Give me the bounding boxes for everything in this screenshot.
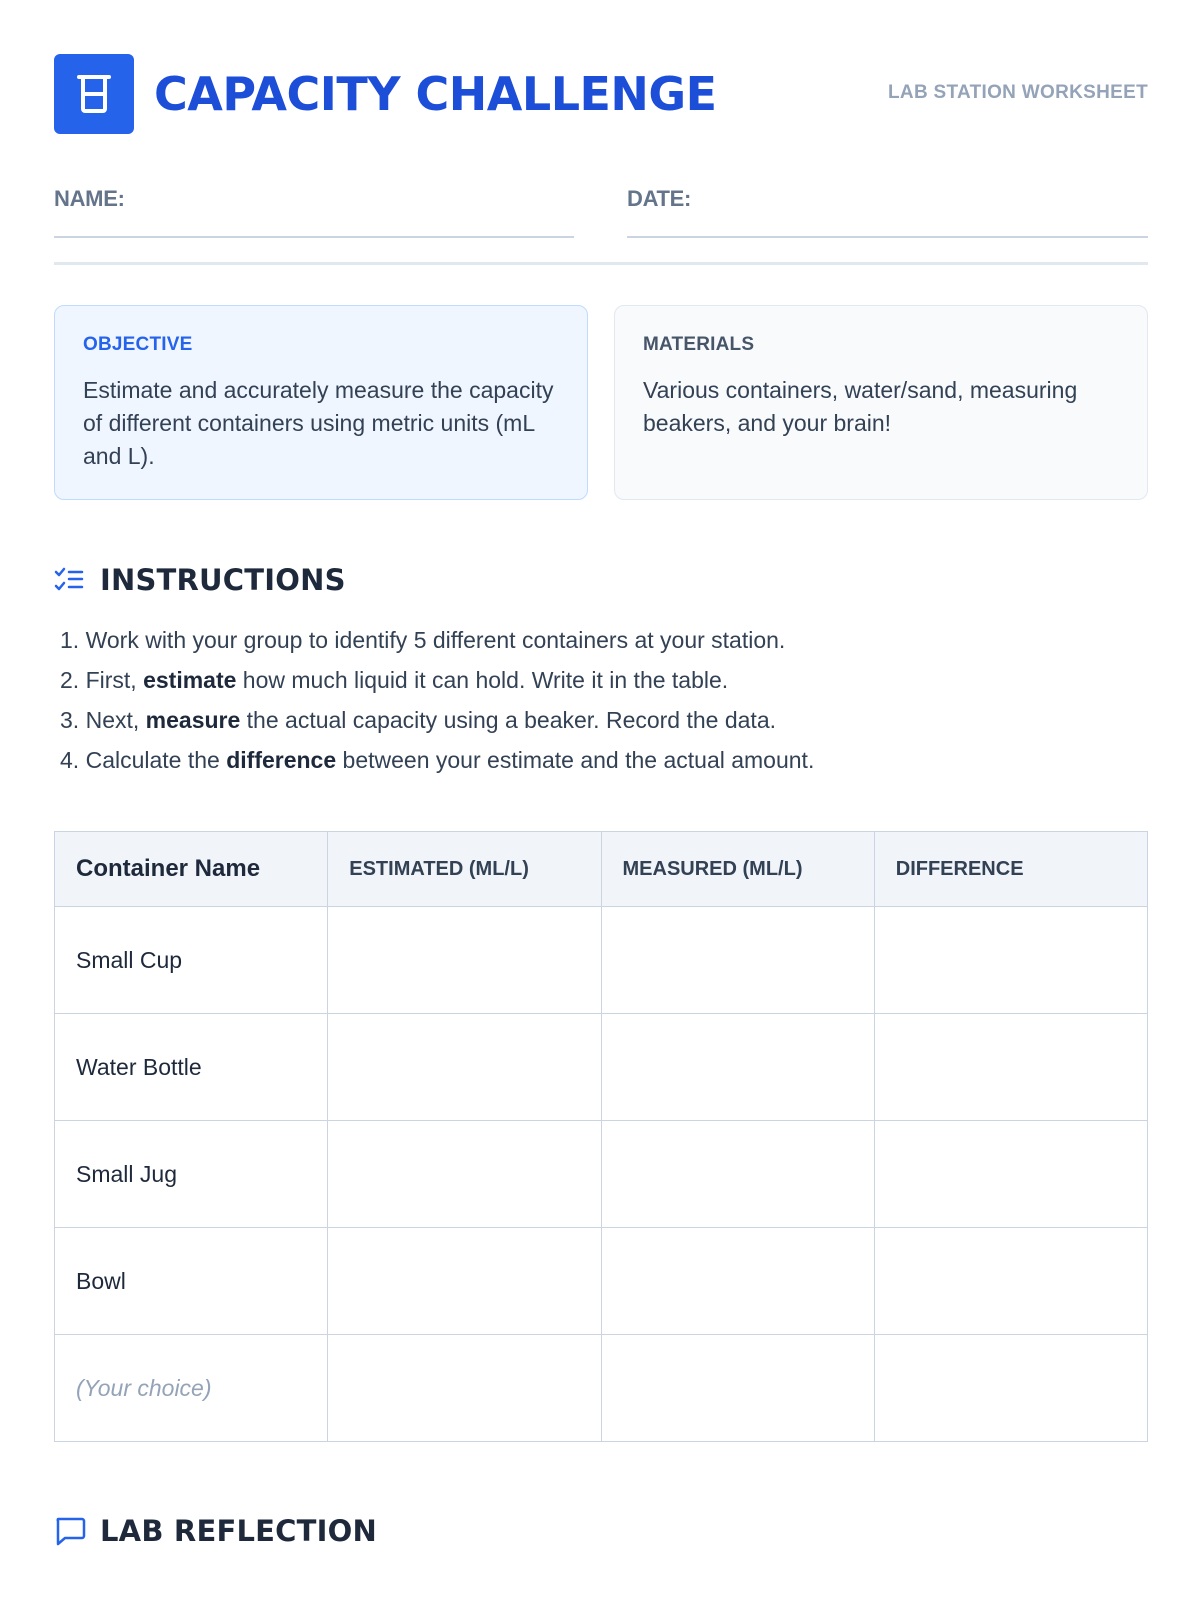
difference-cell[interactable]: [874, 1335, 1147, 1442]
date-label: DATE:: [627, 186, 692, 211]
beaker-icon: [54, 54, 134, 134]
measured-cell[interactable]: [601, 1228, 874, 1335]
data-table: [54, 831, 1148, 1442]
reflection-title: LAB REFLECTION: [100, 1514, 377, 1548]
table-row: [55, 1335, 1148, 1442]
table-row: [55, 907, 1148, 1014]
table-header-row: [55, 832, 1148, 907]
column-header-container-name: Container Name: [55, 832, 328, 907]
estimated-cell[interactable]: [328, 1228, 601, 1335]
estimated-cell[interactable]: [328, 1121, 601, 1228]
measured-cell[interactable]: [601, 1014, 874, 1121]
worksheet-header: [54, 54, 1148, 134]
reflection-section-header: [54, 1511, 377, 1551]
objective-card: [54, 305, 588, 500]
measured-cell[interactable]: [601, 907, 874, 1014]
worksheet-subtitle: LAB STATION WORKSHEET: [888, 82, 1148, 103]
difference-cell[interactable]: [874, 1121, 1147, 1228]
container-name-cell: Bowl: [55, 1228, 328, 1335]
name-input[interactable]: [144, 186, 574, 228]
difference-cell[interactable]: [874, 907, 1147, 1014]
container-name-cell: Small Cup: [55, 907, 328, 1014]
date-input[interactable]: [707, 186, 1148, 228]
estimated-cell[interactable]: [328, 1014, 601, 1121]
materials-heading: MATERIALS: [643, 334, 755, 355]
instruction-step: 4. Calculate the difference between your estimate and the actual amount.: [60, 747, 815, 773]
table-row: [55, 1228, 1148, 1335]
objective-text: Estimate and accurately measure the capacity of different containers using metric units (mL and L).: [83, 377, 554, 469]
name-label: NAME:: [54, 186, 125, 211]
estimated-cell[interactable]: [328, 907, 601, 1014]
container-name-cell: Water Bottle: [55, 1014, 328, 1121]
difference-cell[interactable]: [874, 1228, 1147, 1335]
instructions-section-header: [54, 560, 346, 600]
column-header-estimated: ESTIMATED (ML/L): [328, 832, 601, 907]
checklist-icon: [54, 564, 86, 596]
instruction-step: 3. Next, measure the actual capacity using a beaker. Record the data.: [60, 707, 777, 733]
table-row: [55, 1014, 1148, 1121]
name-field: [54, 186, 574, 238]
column-header-measured: MEASURED (ML/L): [601, 832, 874, 907]
page-title: CAPACITY CHALLENGE: [154, 67, 717, 121]
difference-cell[interactable]: [874, 1014, 1147, 1121]
instructions-list: [60, 620, 1140, 780]
measured-cell[interactable]: [601, 1121, 874, 1228]
table-row: [55, 1121, 1148, 1228]
estimated-cell[interactable]: [328, 1335, 601, 1442]
materials-card: [614, 305, 1148, 500]
comment-icon: [54, 1515, 86, 1547]
container-name-cell-custom[interactable]: (Your choice): [55, 1335, 328, 1442]
column-header-difference: DIFFERENCE: [874, 832, 1147, 907]
instructions-title: INSTRUCTIONS: [100, 563, 346, 597]
instruction-step: 1. Work with your group to identify 5 different containers at your station.: [60, 627, 786, 653]
materials-text: Various containers, water/sand, measuring beakers, and your brain!: [643, 377, 1078, 436]
container-name-cell: Small Jug: [55, 1121, 328, 1228]
header-divider: [54, 262, 1148, 265]
instruction-step: 2. First, estimate how much liquid it can hold. Write it in the table.: [60, 667, 729, 693]
date-field: [627, 186, 1148, 238]
objective-heading: OBJECTIVE: [83, 334, 193, 355]
measured-cell[interactable]: [601, 1335, 874, 1442]
